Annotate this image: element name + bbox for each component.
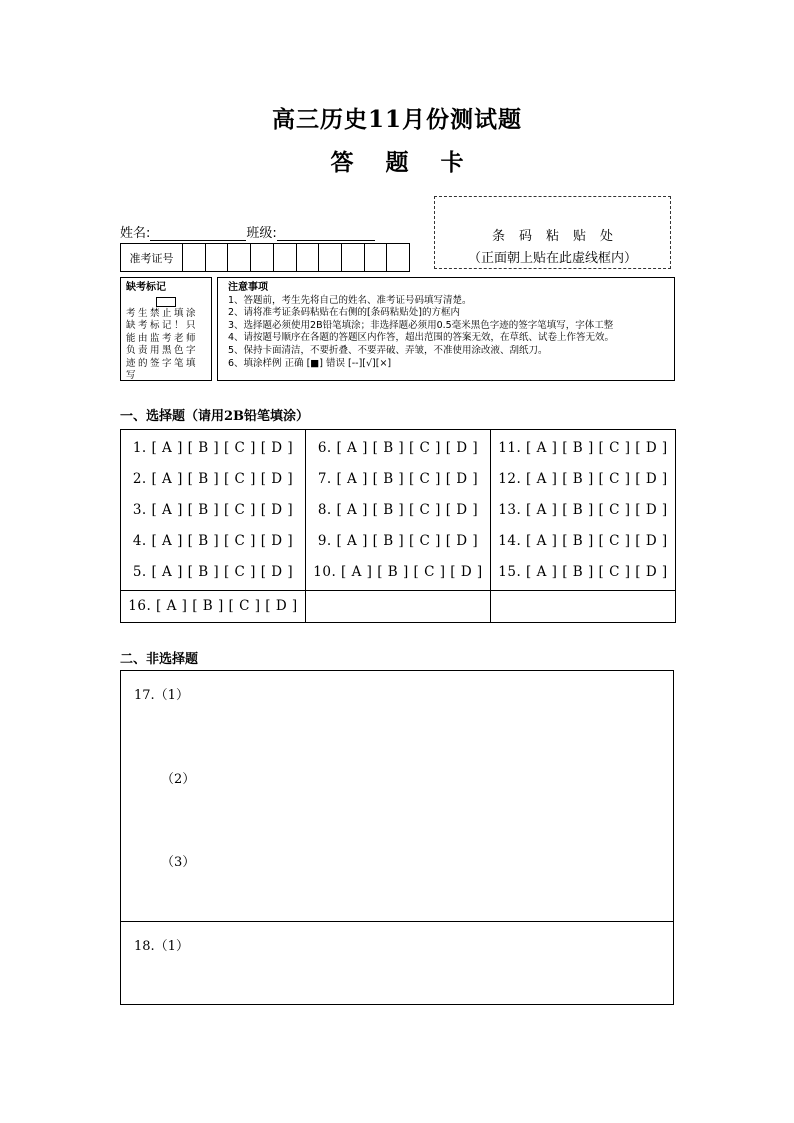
choice-question-row[interactable]: 3. [ A ] [ B ] [ C ] [ D ]: [132, 502, 294, 518]
exam-id-digit-cell[interactable]: [319, 244, 342, 271]
class-label: 班级:: [246, 226, 277, 241]
choice-question-row[interactable]: 5. [ A ] [ B ] [ C ] [ D ]: [132, 564, 294, 580]
notice-item: 2、请将准考证条码粘贴在右侧的[条码粘贴处]的方框内: [228, 307, 460, 319]
choice-question-row[interactable]: 10. [ A ] [ B ] [ C ] [ D ]: [313, 564, 483, 580]
exam-id-digit-cell[interactable]: [228, 244, 251, 271]
name-label: 姓名:: [120, 226, 151, 241]
choice-question-row[interactable]: 9. [ A ] [ B ] [ C ] [ D ]: [317, 533, 479, 549]
barcode-instruction: （正面朝上贴在此虚线框内）: [467, 251, 637, 266]
choice-question-row[interactable]: 15. [ A ] [ B ] [ C ] [ D ]: [498, 564, 668, 580]
choice-column: [306, 430, 491, 591]
choice-question-row[interactable]: 13. [ A ] [ B ] [ C ] [ D ]: [498, 502, 668, 518]
choice-answer-grid: [120, 429, 676, 623]
notice-item: 1、答题前，考生先将自己的姓名、准考证号码填写清楚。: [228, 294, 472, 306]
choice-question-row[interactable]: 8. [ A ] [ B ] [ C ] [ D ]: [317, 502, 479, 518]
notice-item: 5、保持卡面清洁，不要折叠、不要弄破、弄皱，不准使用涂改液、刮纸刀。: [228, 344, 548, 356]
choice-question-row[interactable]: 12. [ A ] [ B ] [ C ] [ D ]: [498, 471, 668, 487]
section-heading-open: 二、非选择题: [120, 652, 199, 667]
q17-part3-label: （3）: [161, 855, 196, 870]
exam-id-digit-cell[interactable]: [206, 244, 229, 271]
exam-id-digit-cell[interactable]: [183, 244, 206, 271]
absent-mark-checkbox[interactable]: [156, 297, 176, 307]
name-field[interactable]: [150, 226, 246, 241]
absent-mark-title: 缺考标记: [126, 282, 166, 293]
choice-question-row[interactable]: 11. [ A ] [ B ] [ C ] [ D ]: [498, 440, 668, 456]
barcode-title: 条码粘贴处: [491, 229, 627, 244]
notice-item: 4、请按题号顺序在各题的答题区内作答，超出范围的答案无效，在草纸、试卷上作答无效。: [228, 332, 615, 344]
notice-title: 注意事项: [228, 282, 268, 293]
choice-question-row[interactable]: 14. [ A ] [ B ] [ C ] [ D ]: [498, 533, 668, 549]
absent-mark-box: [120, 277, 212, 381]
class-field[interactable]: [277, 226, 375, 241]
absent-mark-text: 考生禁止填涂缺考标记！只能由监考老师负责用黑色字迹的签字笔填写: [126, 307, 199, 381]
exam-id-digit-cell[interactable]: [365, 244, 388, 271]
q17-label: 17.（1）: [134, 688, 189, 703]
q18-label: 18.（1）: [134, 939, 189, 954]
answer-area-q17[interactable]: [120, 670, 674, 922]
choice-column: [121, 430, 306, 591]
page-subtitle: 答 题 卡: [330, 149, 476, 176]
choice-column: [121, 591, 306, 623]
choice-column: [491, 430, 676, 591]
choice-question-row[interactable]: 1. [ A ] [ B ] [ C ] [ D ]: [132, 440, 294, 456]
exam-id-digit-cell[interactable]: [387, 244, 409, 271]
student-info-row: [120, 222, 375, 241]
answer-area-q18[interactable]: [120, 921, 674, 1005]
choice-question-row[interactable]: 6. [ A ] [ B ] [ C ] [ D ]: [317, 440, 479, 456]
page-title: 高三历史11月份测试题: [271, 106, 522, 133]
q17-part2-label: （2）: [161, 772, 196, 787]
choice-question-row[interactable]: 7. [ A ] [ B ] [ C ] [ D ]: [317, 471, 479, 487]
empty-cell: [306, 591, 491, 623]
exam-id-box: [120, 243, 410, 272]
exam-id-digit-cell[interactable]: [297, 244, 320, 271]
notice-box: [217, 277, 675, 381]
exam-id-digit-cell[interactable]: [274, 244, 297, 271]
notice-item: 6、填涂样例 正确 [■] 错误 [--][√][×]: [228, 357, 392, 369]
section-heading-choice: 一、选择题（请用2B铅笔填涂）: [120, 409, 310, 424]
exam-id-label: 准考证号: [121, 244, 183, 271]
choice-question-row[interactable]: 4. [ A ] [ B ] [ C ] [ D ]: [132, 533, 294, 549]
notice-item: 3、选择题必须使用2B铅笔填涂；非选择题必须用0.5毫米黑色字迹的签字笔填写，字体工整: [228, 319, 614, 331]
choice-question-row[interactable]: 16. [ A ] [ B ] [ C ] [ D ]: [128, 598, 298, 614]
barcode-area: [434, 196, 671, 269]
empty-cell: [491, 591, 676, 623]
choice-question-row[interactable]: 2. [ A ] [ B ] [ C ] [ D ]: [132, 471, 294, 487]
exam-id-digit-cell[interactable]: [251, 244, 274, 271]
exam-id-digit-cell[interactable]: [342, 244, 365, 271]
